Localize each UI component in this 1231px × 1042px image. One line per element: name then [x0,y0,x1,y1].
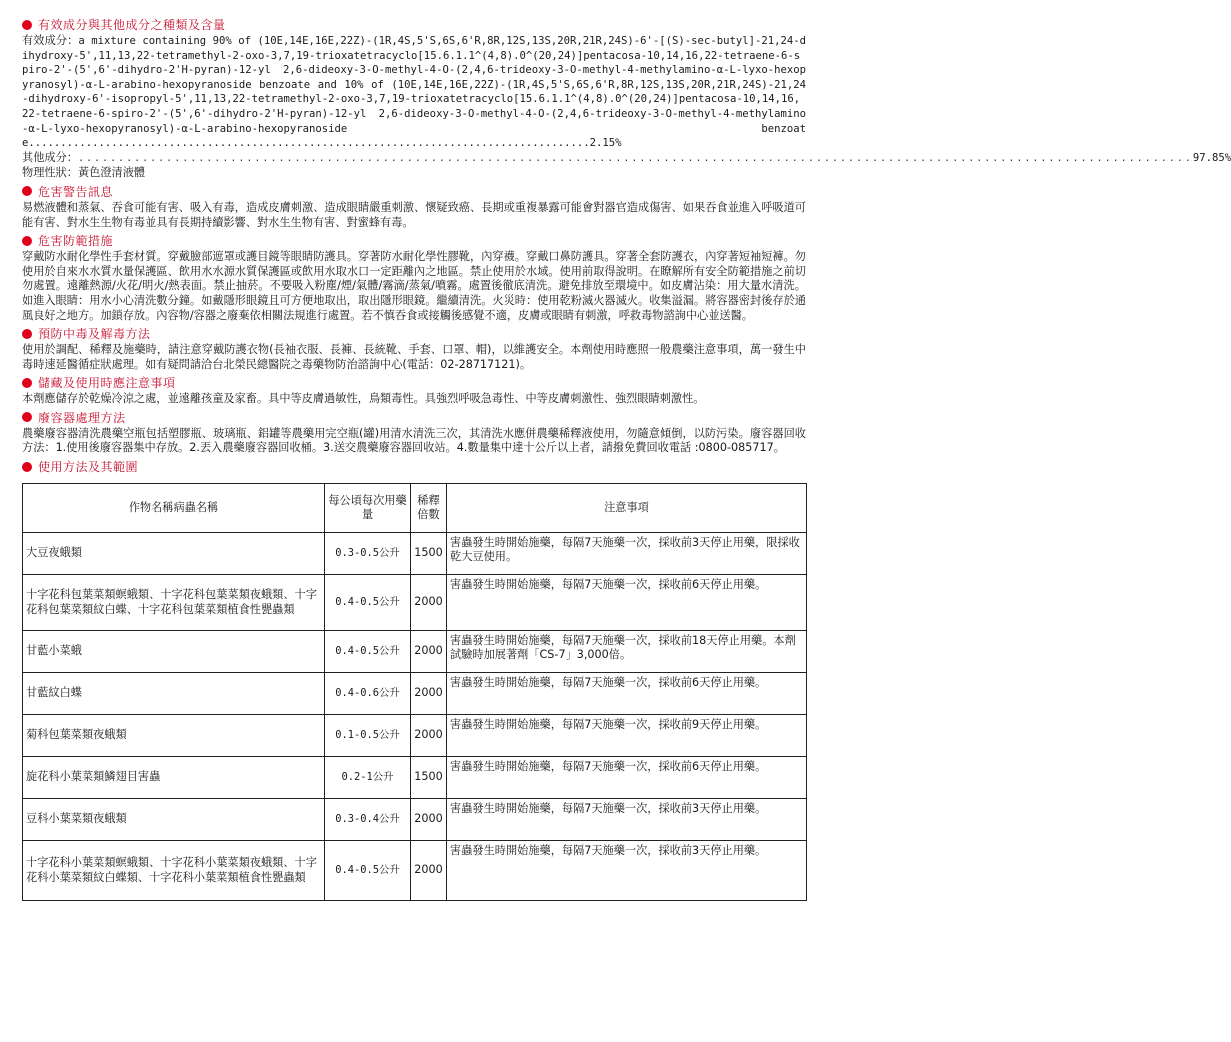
note-cell: 害蟲發生時開始施藥，每隔7天施藥一次，採收前6天停止用藥。 [447,757,807,799]
note-cell: 害蟲發生時開始施藥，每隔7天施藥一次，採收前3天停止用藥，限採收乾大豆使用。 [447,533,807,575]
other-ingredient-label: 其他成分： [22,150,78,164]
hazard-text: 易燃液體和蒸氣、吞食可能有害、吸入有毒，造成皮膚刺激、造成眼睛嚴重刺激、懷疑致癌、長期或重複暴露可能會對器官造成傷害、如果吞食並進入呼吸道可能有害、對水生生物有毒並具有長期持續影響、對水生生物有害、對蜜蜂有毒。 [22,200,806,229]
crop-cell: 旋花科小葉菜類鱗翅目害蟲 [23,757,325,799]
table-row [23,673,807,715]
dose-cell: 0.4-0.5公升 [325,631,411,673]
active-ingredient-label: 有效成分： [22,34,79,47]
bullet-icon [22,462,32,472]
bullet-icon [22,236,32,246]
dilution-cell: 2000 [411,575,447,631]
other-ingredient-value: 97.85% [1192,151,1231,164]
container-heading [22,408,806,427]
crop-cell: 菊科包葉菜類夜蛾類 [23,715,325,757]
ingredients-heading-text: 有效成分與其他成分之種類及含量 [38,18,226,32]
column-header-dilution: 稀釋倍數 [411,484,447,533]
ingredients-heading [22,15,806,34]
dose-cell: 0.4-0.6公升 [325,673,411,715]
dose-cell: 0.2-1公升 [325,757,411,799]
usage-table [22,483,807,901]
crop-cell: 十字花科包葉菜類螟蛾類、十字花科包葉菜類夜蛾類、十字花科包葉菜類紋白蝶、十字花科包葉菜類植食性甖蟲類 [23,575,325,631]
active-ingredient-dots: ........................................................................................ [28,137,590,150]
storage-heading-text: 儲藏及使用時應注意事項 [38,376,176,391]
usage-heading [22,457,806,476]
label-document [22,14,1231,901]
table-row [23,631,807,673]
antidote-heading-text: 預防中毒及解毒方法 [38,327,151,342]
antidote-text: 使用於調配、稀釋及施藥時，請注意穿戴防護衣物(長袖衣服、長褲、長統靴、手套、口罩、帽)，以維護安全。本劑使用時應照一般農藥注意事項，萬一發生中毒時速延醫循症狀處理。如有疑問請洽台北榮民總醫院之毒藥物防治諮詢中心(電話：02-28717121)。 [22,343,806,371]
dilution-cell: 1500 [411,757,447,799]
active-ingredient [22,34,806,151]
crop-cell: 甘藍小菜蛾 [23,631,325,673]
table-row [23,575,807,631]
dose-cell: 0.1-0.5公升 [325,715,411,757]
storage-text: 本劑應儲存於乾燥冷涼之處，並遠離孩童及家畜。具中等皮膚過敏性，鳥類毒性。具強烈呼吸急毒性、中等皮膚刺激性、強烈眼睛刺激性。 [22,392,705,406]
usage-heading-text: 使用方法及其範圍 [38,460,139,475]
crop-cell: 十字花科小葉菜類螟蛾類、十字花科小葉菜類夜蛾類、十字花科小葉菜類紋白蝶類、十字花科小葉菜類植食性甖蟲類 [23,841,325,901]
note-cell: 害蟲發生時開始施藥，每隔7天施藥一次，採收前18天停止用藥。本劑試驗時加展著劑「CS-7」3,000倍。 [447,631,807,673]
container-heading-text: 廢容器處理方法 [38,410,126,425]
crop-cell: 甘藍紋白蝶 [23,673,325,715]
column-header-crop: 作物名稱病蟲名稱 [23,484,325,533]
dose-cell: 0.4-0.5公升 [325,841,411,901]
storage-heading [22,373,806,392]
table-row [23,799,807,841]
physical-property [22,166,806,181]
crop-cell: 大豆夜蛾類 [23,533,325,575]
note-cell: 害蟲發生時開始施藥，每隔7天施藥一次，採收前6天停止用藥。 [447,673,807,715]
bullet-icon [22,412,32,422]
note-cell: 害蟲發生時開始施藥，每隔7天施藥一次，採收前6天停止用藥。 [447,575,807,631]
dose-cell: 0.4-0.5公升 [325,575,411,631]
table-row [23,757,807,799]
dilution-cell: 1500 [411,533,447,575]
dilution-cell: 2000 [411,841,447,901]
other-ingredient [22,150,1231,167]
bullet-icon [22,20,32,30]
crop-cell: 豆科小葉菜類夜蛾類 [23,799,325,841]
dilution-cell: 2000 [411,673,447,715]
prevention-text: 穿戴防水耐化學性手套材質。穿戴臉部遮罩或護目鏡等眼睛防護具。穿著防水耐化學性膠靴，內穿襪。穿戴口鼻防護具。穿著全套防護衣，內穿著短袖短褲。勿使用於自來水水質水量保護區、飲用水水源水質保護區或飲用水取水口一定距離內之地區。禁止使用於水域。使用前取得說明。在瞭解所有安全防範措施之前切勿處置。遠離熱源/火花/明火/熱表面。禁止抽菸。不要吸入粉塵/煙/氣體/霧滴/蒸氣/噴霧。處置後徹底清洗。避免排放至環境中。如皮膚沾染：用大量水清洗。如進入眼睛：用水小心清洗數分鐘。如戴隱形眼鏡且可方便地取出，取出隱形眼鏡。繼續清洗。火災時：使用乾粉滅火器滅火。收集溢漏。將容器密封後存於通風良好之地方。加鎖存放。內容物/容器之廢棄依相關法規進行處置。若不慎吞食或接觸後感覺不適，皮膚或眼睛有刺激，呼救毒物諮詢中心並送醫。 [22,250,806,322]
note-cell: 害蟲發生時開始施藥，每隔7天施藥一次，採收前9天停止用藥。 [447,715,807,757]
active-ingredient-text: a mixture containing 90% of (10E,14E,16E,22Z)-(1R,4S,5'S,6S,6'R,8R,12S,13S,20R,21R,24S)-6'-[(S)-sec-butyl]-21,24-dihydroxy-5',11,13,22-tetramethyl-2-oxo-3,7,19-trioxatetracyclo[15.6.1.1^(4,8).0^(20,24)]pentacosa-10,14,16,22-tetraene-6-spiro-2'-(5',6'-dihydro-2'H-pyran)-12-yl 2,6-dideoxy-3-O-methyl-4-O-(2,4,6-trideoxy-3-O-methyl-4-methylamino-α-L-lyxo-hexopyranosyl)-α-L-arabino-hexopyranoside benzoate and 10% of (10E,14E,16E,22Z)-(1R,4S,5'S,6S,6'R,8R,12S,13S,20R,21R,24S)-21,24-dihydroxy-6'-isopropyl-5',11,13,22-tetramethyl-2-oxo-3,7,19-trioxatetracyclo[15.6.1.1^(4,8).0^(20,24)]pentacosa-10,14,16,22-tetraene-6-spiro-2'-(5',6'-dihydro-2'H-pyran)-12-yl 2,6-dideoxy-3-O-methyl-4-O-(2,4,6-trideoxy-3-O-methyl-4-methylamino-α-L-lyxo-hexopyranosyl)-α-L-arabino-hexopyranoside benzoate [22,35,806,150]
hazard-heading-text: 危害警告訊息 [38,184,114,199]
bullet-icon [22,186,32,196]
table-row [23,841,807,901]
hazard-heading [22,182,806,201]
dilution-cell: 2000 [411,715,447,757]
other-ingredient-dots: ........................................................................................................................................... [77,152,1193,164]
dilution-cell: 2000 [411,799,447,841]
dose-cell: 0.3-0.4公升 [325,799,411,841]
note-cell: 害蟲發生時開始施藥，每隔7天施藥一次，採收前3天停止用藥。 [447,799,807,841]
physical-property-label: 物理性狀： [22,166,78,180]
dilution-cell: 2000 [411,631,447,673]
prevention-heading [22,231,806,250]
column-header-note: 注意事項 [447,484,807,533]
container-text: 農藥廢容器清洗農藥空瓶包括塑膠瓶、玻璃瓶、鋁罐等農藥用完空瓶(罐)用清水清洗三次，其清洗水應併農藥稀釋液使用，勿隨意傾倒，以防污染。廢容器回收方法：1.使用後廢容器集中存放。2.丟入農藥廢容器回收桶。3.送交農藥廢容器回收站。4.數量集中達十公斤以上者，請撥免費回收電話 :0800-085717。 [22,426,806,455]
dose-cell: 0.3-0.5公升 [325,533,411,575]
table-row [23,533,807,575]
physical-property-value: 黃色澄清液體 [77,166,146,180]
bullet-icon [22,378,32,388]
antidote-heading [22,324,806,343]
note-cell: 害蟲發生時開始施藥，每隔7天施藥一次，採收前3天停止用藥。 [447,841,807,901]
active-ingredient-value: 2.15% [589,137,622,150]
prevention-heading-text: 危害防範措施 [38,234,114,249]
bullet-icon [22,329,32,339]
column-header-dose: 每公頃每次用藥量 [325,484,411,533]
usage-table-header [23,484,807,533]
table-row [23,715,807,757]
